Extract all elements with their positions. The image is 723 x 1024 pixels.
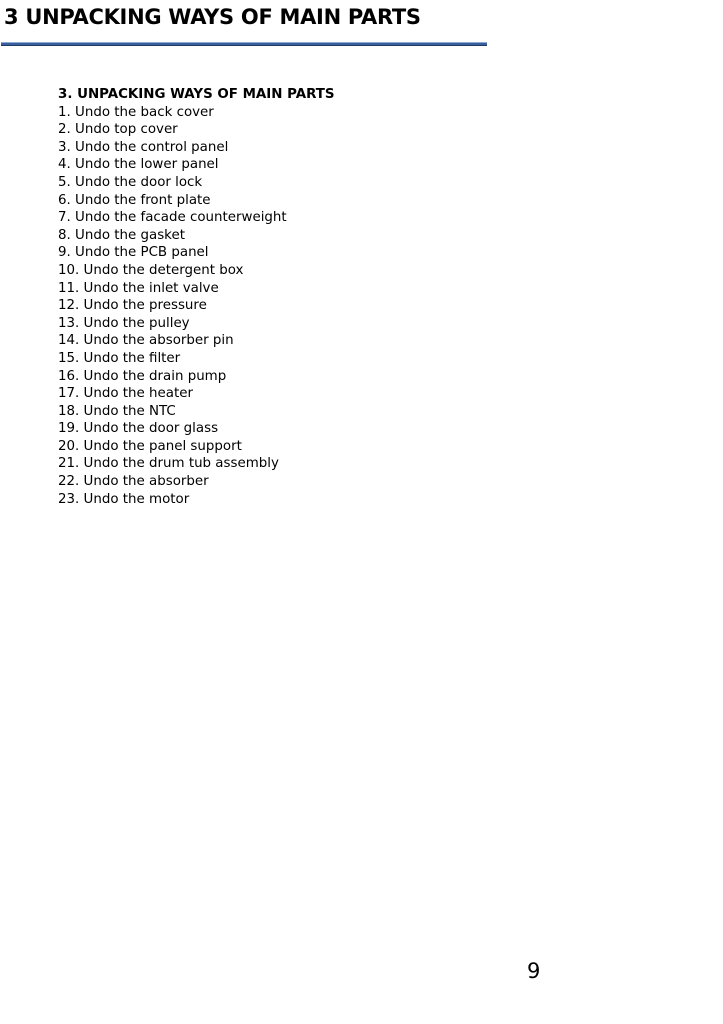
list-item: 1. Undo the back cover xyxy=(58,104,214,120)
list-item: 23. Undo the motor xyxy=(58,491,190,507)
document-body xyxy=(58,86,658,508)
list-item: 9. Undo the PCB panel xyxy=(58,245,209,261)
list-item: 20. Undo the panel support xyxy=(58,438,242,454)
list-item: 17. Undo the heater xyxy=(58,386,193,402)
list-item: 13. Undo the pulley xyxy=(58,315,190,331)
list-item: 21. Undo the drum tub assembly xyxy=(58,456,279,472)
page-number: 9 xyxy=(527,959,541,983)
list-item: 4. Undo the lower panel xyxy=(58,157,219,173)
list-item: 10. Undo the detergent box xyxy=(58,262,244,278)
list-item: 7. Undo the facade counterweight xyxy=(58,210,287,226)
list-item: 2. Undo top cover xyxy=(58,122,178,138)
list-item: 18. Undo the NTC xyxy=(58,403,176,419)
list-item: 3. Undo the control panel xyxy=(58,139,229,155)
list-item: 15. Undo the filter xyxy=(58,350,181,366)
list-item: 22. Undo the absorber xyxy=(58,474,209,490)
list-item: 6. Undo the front plate xyxy=(58,192,211,208)
list-item: 19. Undo the door glass xyxy=(58,421,219,437)
page-title: 3 UNPACKING WAYS OF MAIN PARTS xyxy=(4,5,421,29)
list-item: 14. Undo the absorber pin xyxy=(58,333,234,349)
list-item: 12. Undo the pressure xyxy=(58,298,207,314)
list-item: 11. Undo the inlet valve xyxy=(58,280,219,296)
title-divider xyxy=(1,42,487,46)
list-item: 16. Undo the drain pump xyxy=(58,368,227,384)
steps-list xyxy=(58,104,658,509)
list-item: 5. Undo the door lock xyxy=(58,174,203,190)
section-heading: 3. UNPACKING WAYS OF MAIN PARTS xyxy=(58,87,335,102)
list-item: 8. Undo the gasket xyxy=(58,227,185,243)
